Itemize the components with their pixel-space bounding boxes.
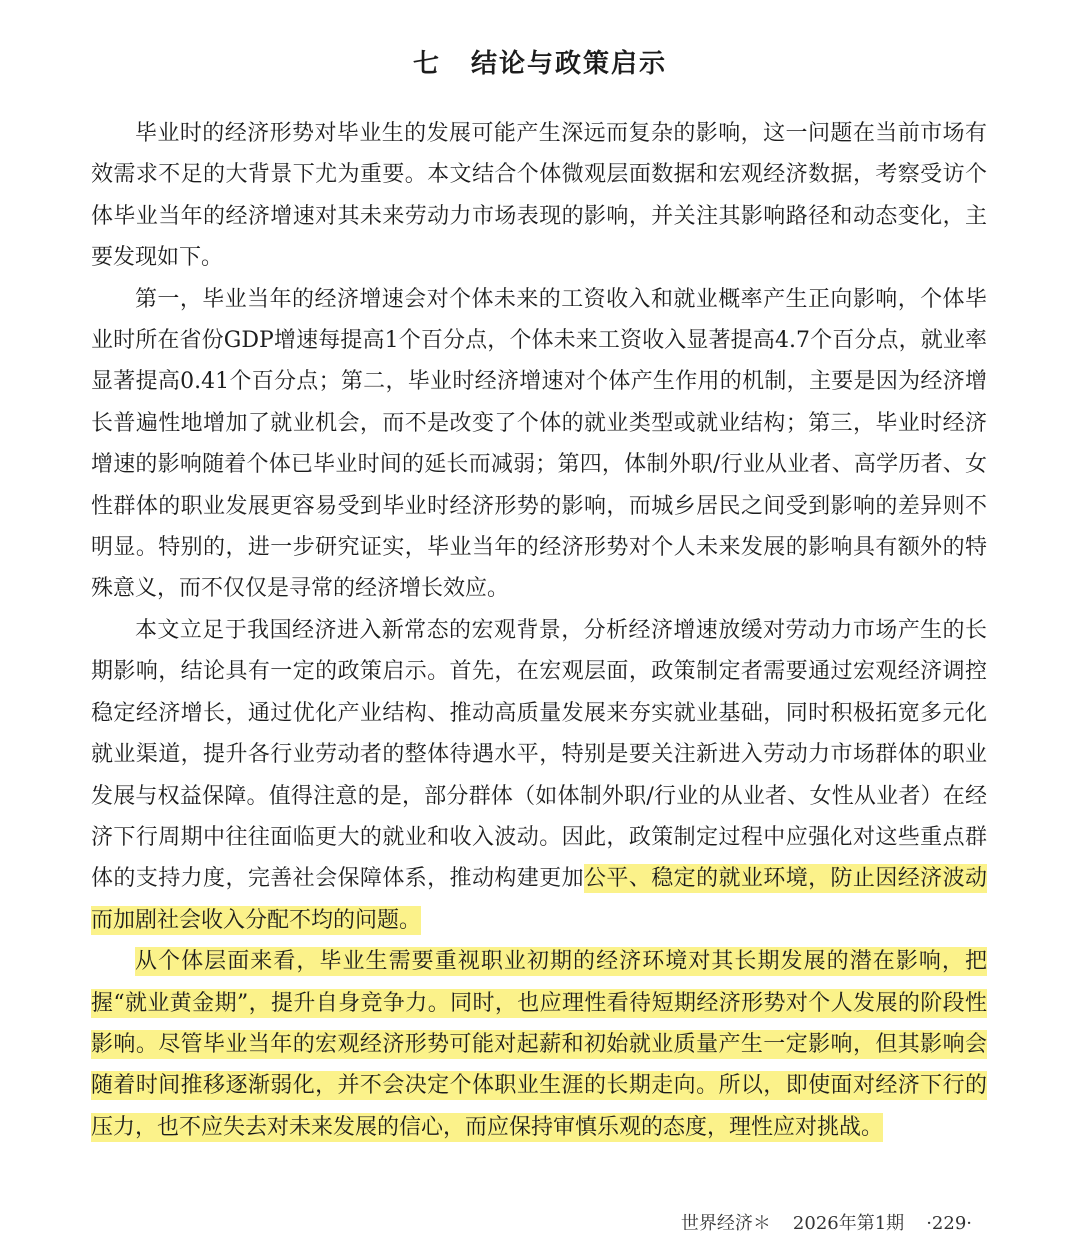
issue-number: 2026年第1期 <box>792 1213 905 1234</box>
highlighted-text: 从个体层面来看，毕业生需要重视职业初期的经济环境对其长期发展的潜在影响，把握“就业黄金期”，提升自身竞争力。同时，也应理性看待短期经济形势对个人发展的阶段性影响。尽管毕业当年的宏观经济形势可能对起薪和初始就业质量产生一定影响，但其影响会随着时间推移逐渐弱化，并不会决定个体职业生涯的长期走向。所以，即使面对经济下行的压力，也不应失去对未来发展的信心，而应保持审慎乐观的态度，理性应对挑战。 <box>91 949 987 1140</box>
section-number: 七 <box>412 49 441 80</box>
paragraph-policy-macro <box>91 610 987 941</box>
paragraph-intro <box>91 113 987 279</box>
section-title <box>0 43 1080 80</box>
page-footer <box>681 1209 972 1235</box>
page-number: ·229· <box>926 1213 972 1234</box>
paragraph-text: 第一，毕业当年的经济增速会对个体未来的工资收入和就业概率产生正向影响，个体毕业时所在省份GDP增速每提高1个百分点，个体未来工资收入显著提高4.7个百分点，就业率显著提高0.41个百分点；第二，毕业时经济增速对个体产生作用的机制，主要是因为经济增长普遍性地增加了就业机会，而不是改变了个体的就业类型或就业结构；第三，毕业时经济增速的影响随着个体已毕业时间的延长而减弱；第四，体制外职/行业从业者、高学历者、女性群体的职业发展更容易受到毕业时经济形势的影响，而城乡居民之间受到影响的差异则不明显。特别的，进一步研究证实，毕业当年的经济形势对个人未来发展的影响具有额外的特殊意义，而不仅仅是寻常的经济增长效应。 <box>91 286 987 602</box>
journal-name: 世界经济＊ <box>680 1213 771 1234</box>
section-title-text: 结论与政策启示 <box>471 49 668 80</box>
paragraph-text: 毕业时的经济形势对毕业生的发展可能产生深远而复杂的影响，这一问题在当前市场有效需求不足的大背景下尤为重要。本文结合个体微观层面数据和宏观经济数据，考察受访个体毕业当年的经济增速对其未来劳动力市场表现的影响，并关注其影响路径和动态变化，主要发现如下。 <box>91 121 987 271</box>
highlighted-text: 公平、稳定的就业环境，防止因经济波动而加剧社会收入分配不均的问题。 <box>91 866 987 933</box>
article-body <box>91 113 987 1148</box>
paragraph-findings <box>91 279 987 610</box>
paragraph-policy-individual <box>91 941 987 1148</box>
paragraph-text: 本文立足于我国经济进入新常态的宏观背景，分析经济增速放缓对劳动力市场产生的长期影响，结论具有一定的政策启示。首先，在宏观层面，政策制定者需要通过宏观经济调控稳定经济增长，通过优化产业结构、推动高质量发展来夯实就业基础，同时积极拓宽多元化就业渠道，提升各行业劳动者的整体待遇水平，特别是要关注新进入劳动力市场群体的职业发展与权益保障。值得注意的是，部分群体（如体制外职/行业的从业者、女性从业者）在经济下行周期中往往面临更大的就业和收入波动。因此，政策制定过程中应强化对这些重点群体的支持力度，完善社会保障体系，推动构建更加 <box>91 617 987 892</box>
